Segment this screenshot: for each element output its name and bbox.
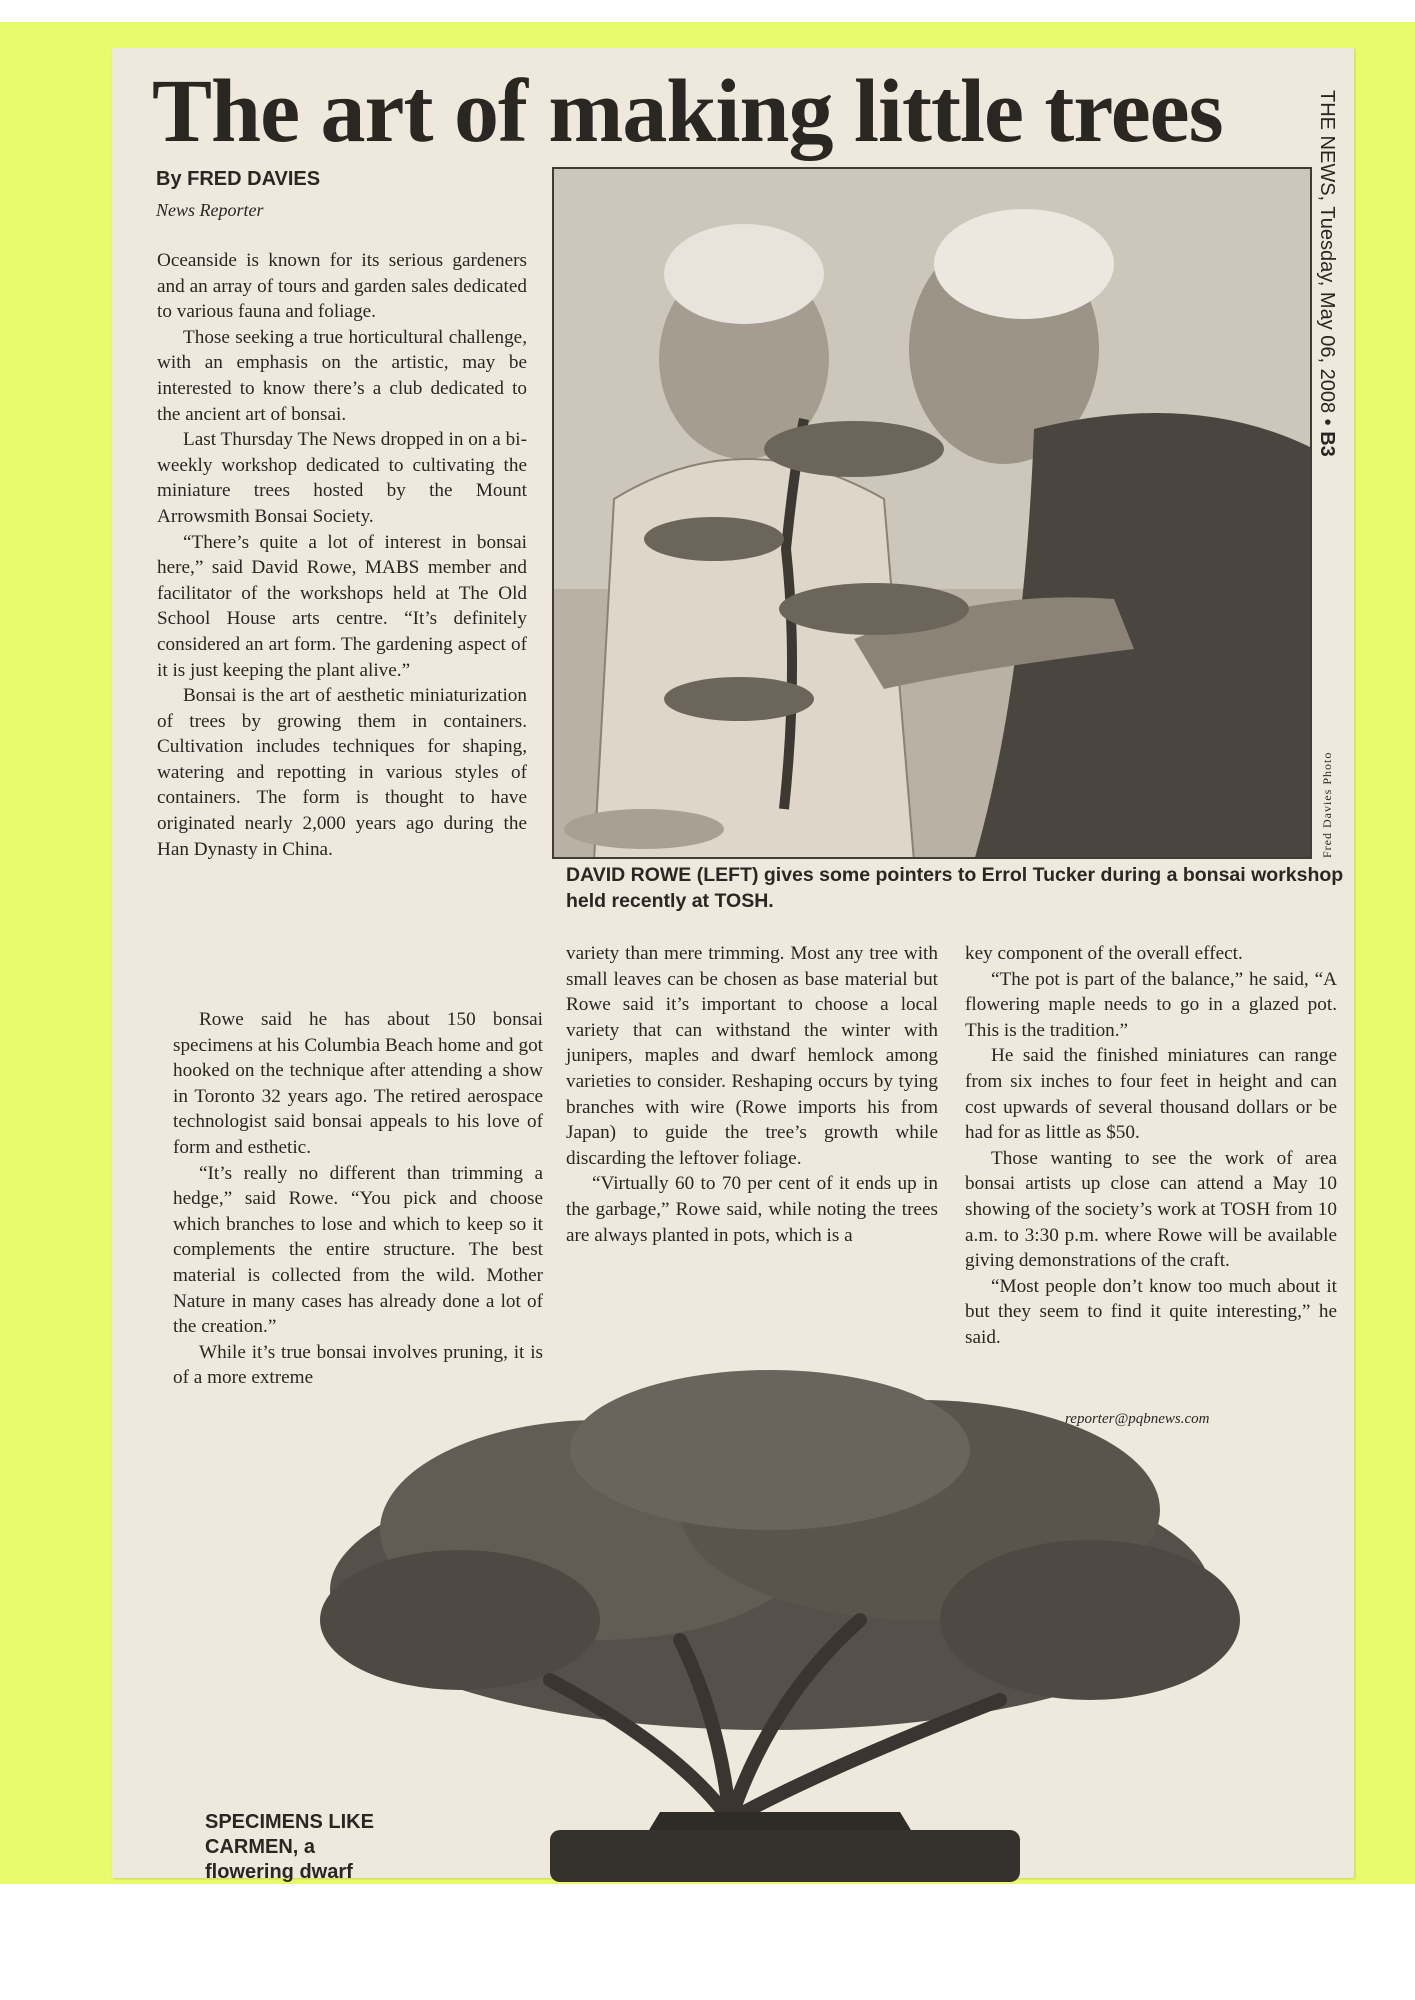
paragraph: “There’s quite a lot of interest in bonsai here,” said David Rowe, MABS member and facilitator of the workshops held at The Old School House arts centre. “It’s definitely considered an art form. The gardening aspect of it is just keeping the plant alive.” [157,531,527,681]
paragraph: “Most people don’t know too much about it but they seem to find it quite interesting,” he said. [965,1275,1337,1348]
reporter-role: News Reporter [156,200,264,220]
paragraph: Rowe said he has about 150 bonsai specimens at his Columbia Beach home and got hooked on the technique after attending a show in Toronto 32 years ago. The retired aerospace technologist said bonsai appeals to his love of form and esthetic. [173,1009,543,1158]
paragraph: Those wanting to see the work of area bonsai artists up close can attend a May 10 showing of the society’s work at TOSH from 10 a.m. to 3:30 p.m. where Rowe will be available giving demonstrations of the craft. [965,1147,1337,1272]
article-column-1b [173,1007,543,1391]
workshop-photo [552,167,1312,859]
paragraph: Bonsai is the art of aesthetic miniaturization of trees by growing them in containers. Cultivation includes techniques for shaping, watering and repotting in various styles of containers. The form is thought to have originated nearly 2,000 years ago during the Han Dynasty in China. [157,685,527,860]
bonsai-tree-photo [300,1370,1260,1888]
page-header-side [1315,90,1338,457]
paragraph: “Virtually 60 to 70 per cent of it ends up in the garbage,” Rowe said, while noting the trees are always planted in pots, which is a [566,1173,938,1246]
paragraph: “It’s really no different than trimming a hedge,” said Rowe. “You pick and choose which branches to lose and which to keep so it complements the entire structure. The best material is collected from the wild. Mother Nature in many cases has already done a lot of the creation.” [173,1162,543,1338]
article-column-3 [965,941,1337,1351]
paragraph: key component of the overall effect. [965,943,1243,964]
headline: The art of making little trees [152,62,1223,161]
photo-caption: DAVID ROWE (LEFT) gives some pointers to Errol Tucker during a bonsai workshop held recently at TOSH. [566,864,1344,912]
reporter-email: reporter@pqbnews.com [1065,1411,1210,1427]
paragraph: Those seeking a true horticultural challenge, with an emphasis on the artistic, may be interested to know there’s a club dedicated to the ancient art of bonsai. [157,326,527,425]
paragraph: “The pot is part of the balance,” he said, “A flowering maple needs to go in a glazed pot. This is the tradition.” [965,968,1337,1041]
photo-credit: Fred Davies Photo [1320,751,1334,858]
paragraph: Oceanside is known for its serious gardeners and an array of tours and garden sales dedicated to various fauna and foliage. [157,250,527,323]
article-column-2 [566,941,938,1248]
publication-date: THE NEWS, Tuesday, May 06, 2008 • [1316,90,1338,426]
paragraph: While it’s true bonsai involves pruning, it is of a more extreme [173,1341,543,1389]
byline: By FRED DAVIES [156,168,321,190]
paragraph: Last Thursday The News dropped in on a bi-weekly workshop dedicated to cultivating the miniature trees hosted by the Mount Arrowsmith Bonsai Society. [157,429,527,527]
paragraph: variety than mere trimming. Most any tree with small leaves can be chosen as base material but Rowe said it’s important to choose a local variety that can withstand the winter with junipers, maples and dwarf hemlock among varieties to consider. Reshaping occurs by tying branches with wire (Rowe imports his from Japan) to guide the tree’s growth while discarding the leftover foliage. [566,943,938,1169]
page-number: B3 [1316,431,1338,457]
article-column-1 [157,248,527,862]
photo-illustration [554,169,1312,859]
paragraph: He said the finished miniatures can range from six inches to four feet in height and can cost upwards of several thousand dollars or be had for as little as $50. [965,1045,1337,1144]
specimen-caption: SPECIMENS LIKE CARMEN, a flowering dwarf [205,1811,374,1883]
